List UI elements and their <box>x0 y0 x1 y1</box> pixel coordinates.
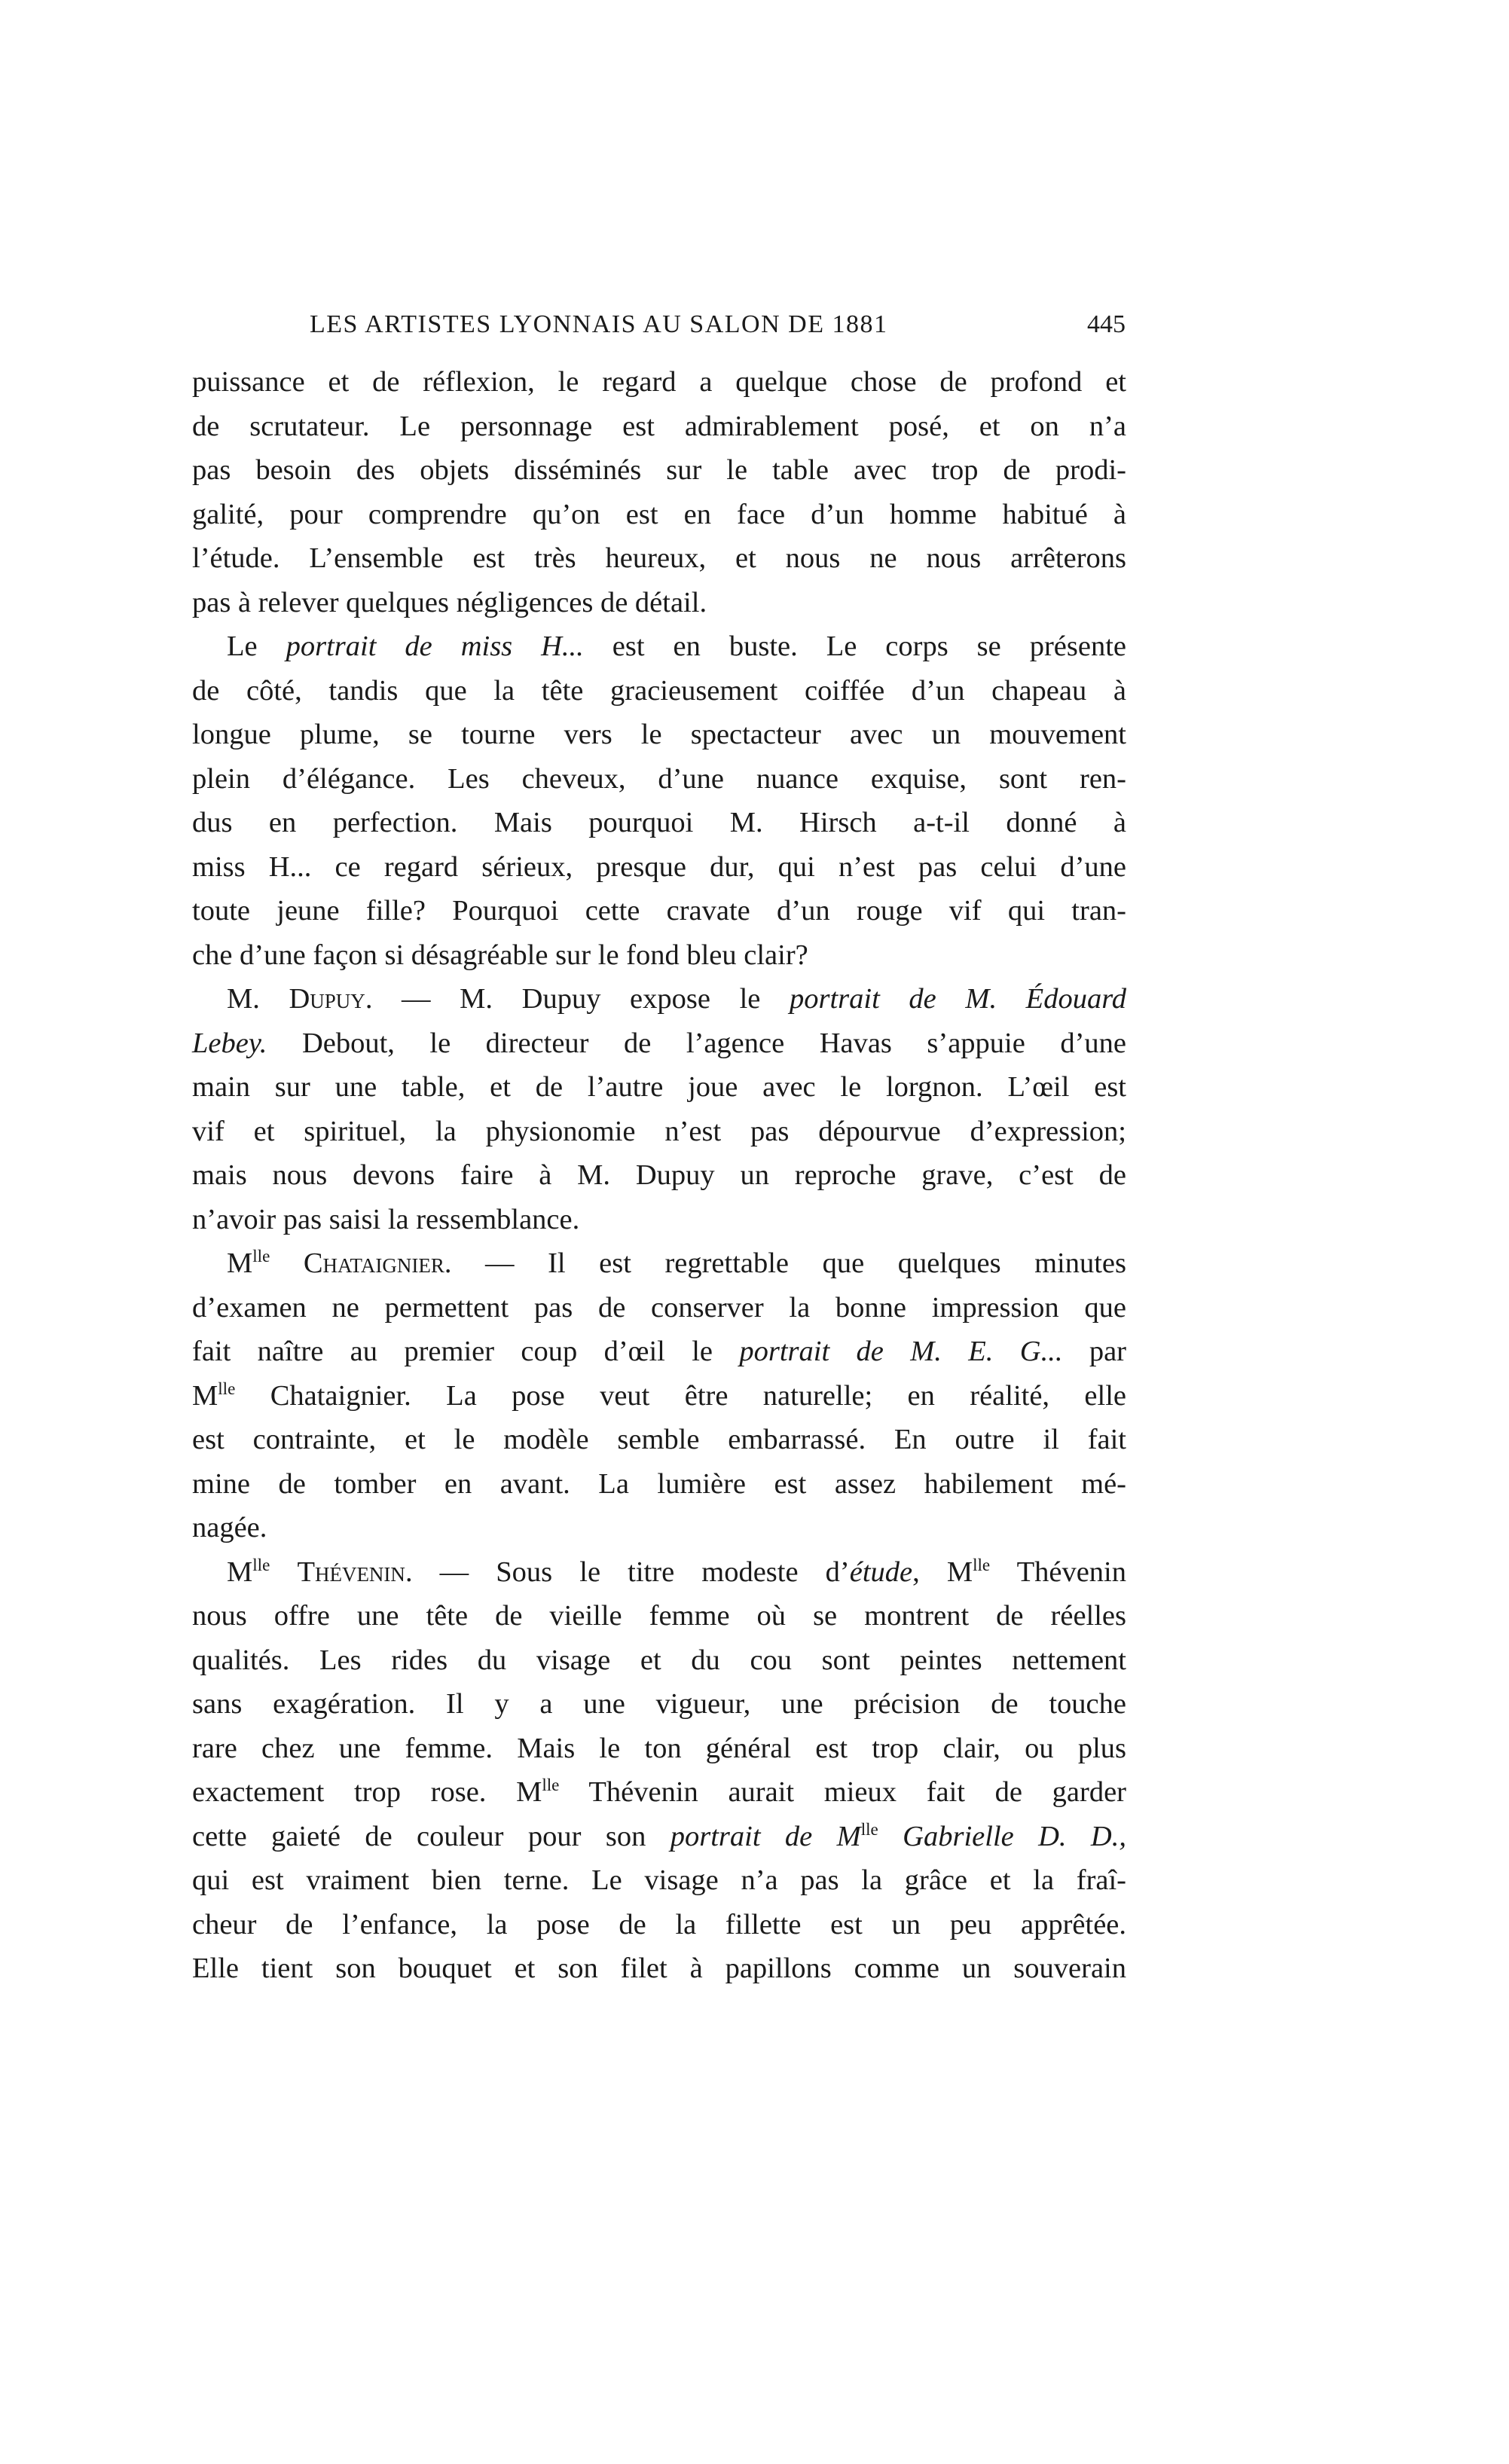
text-line <box>192 933 1126 978</box>
superscript: lle <box>542 1775 560 1795</box>
text-line <box>192 713 1126 757</box>
text-line <box>192 1198 1126 1242</box>
text-segment: d’examen ne permettent pas de conserver la bonne impression que <box>192 1291 1126 1324</box>
text-segment: est en buste. Le corps se présente <box>583 631 1126 662</box>
text-line <box>192 1286 1126 1330</box>
text-segment: M <box>227 1247 253 1279</box>
text-segment: . — M. Dupuy expose le <box>365 983 790 1015</box>
text-segment <box>270 1247 304 1279</box>
text-segment: de scrutateur. Le personnage est admirablement posé, et on n’a <box>192 410 1126 442</box>
text-line <box>192 1858 1126 1903</box>
text-segment <box>270 1556 297 1588</box>
text-segment: nagée. <box>192 1512 267 1543</box>
text-segment: vif et spirituel, la physionomie n’est pas dépourvue d’expression; <box>192 1115 1126 1147</box>
text-segment: plein d’élégance. Les cheveux, d’une nuance exquise, sont ren- <box>192 762 1126 795</box>
text-segment: , M <box>912 1556 973 1588</box>
text-segment: Le <box>227 631 286 662</box>
text-segment: longue plume, se tourne vers le spectacteur avec un mouvement <box>192 719 1126 750</box>
text-segment: Thévenin <box>990 1556 1126 1588</box>
text-segment: Debout, le directeur de l’agence Havas s’appuie d’une <box>267 1027 1126 1059</box>
text-line <box>192 1682 1126 1727</box>
text-line <box>192 360 1126 405</box>
text-line <box>192 1153 1126 1198</box>
text-line <box>192 669 1126 713</box>
text-segment: Chataignier. La pose veut être naturelle; en réalité, elle <box>235 1379 1126 1412</box>
text-segment: l’étude. L’ensemble est très heureux, et nous ne nous arrêterons <box>192 542 1126 574</box>
text-segment: miss H... ce regard sérieux, presque dur, qui n’est pas celui d’une <box>192 850 1126 883</box>
text-segment: toute jeune fille? Pourquoi cette cravate d’un rouge vif qui tran- <box>192 895 1126 927</box>
text-line <box>192 1110 1126 1154</box>
text-segment: de côté, tandis que la tête gracieusement coiffée d’un chapeau à <box>192 674 1126 707</box>
superscript: lle <box>252 1246 270 1266</box>
text-line <box>192 1418 1126 1462</box>
text-line <box>192 757 1126 801</box>
text-line <box>192 889 1126 933</box>
text-segment: M <box>192 1379 218 1412</box>
text-segment: fait naître au premier coup d’œil le <box>192 1336 740 1367</box>
text-segment: mais nous devons faire à M. Dupuy un reproche grave, c’est de <box>192 1159 1126 1191</box>
superscript: lle <box>973 1554 991 1574</box>
text-segment: main sur une table, et de l’autre joue avec le lorgnon. L’œil est <box>192 1071 1126 1103</box>
text-line <box>192 536 1126 581</box>
superscript: lle <box>252 1554 270 1574</box>
italic-text: portrait de M <box>670 1820 861 1852</box>
text-line <box>192 1550 1126 1595</box>
text-segment: sans exagération. Il y a une vigueur, une précision de touche <box>192 1688 1126 1720</box>
text-line <box>192 1638 1126 1683</box>
superscript: lle <box>218 1378 236 1398</box>
text-line <box>192 1374 1126 1418</box>
text-segment: mine de tomber en avant. La lumière est assez habilement mé- <box>192 1467 1126 1500</box>
text-segment: . — Sous le titre modeste d’ <box>405 1556 850 1588</box>
small-caps-name: Thévenin <box>297 1556 405 1588</box>
text-line <box>192 1903 1126 1947</box>
text-segment: Thévenin aurait mieux fait de garder <box>559 1776 1126 1808</box>
text-line <box>192 1946 1126 1991</box>
text-line <box>192 493 1126 537</box>
text-line <box>192 1594 1126 1638</box>
text-segment: rare chez une femme. Mais le ton général est trop clair, ou plus <box>192 1732 1126 1764</box>
italic-text: Gabrielle D. D., <box>878 1820 1126 1852</box>
text-line <box>192 1727 1126 1771</box>
text-segment: pas à relever quelques négligences de détail. <box>192 586 707 618</box>
text-segment: qualités. Les rides du visage et du cou sont peintes nettement <box>192 1644 1126 1676</box>
text-line <box>192 1462 1126 1507</box>
text-segment: qui est vraiment bien terne. Le visage n’a pas la grâce et la fraî- <box>192 1864 1126 1896</box>
text-line <box>192 1021 1126 1066</box>
italic-text: portrait de M. Édouard <box>790 983 1127 1015</box>
text-segment: par <box>1062 1336 1126 1367</box>
text-line <box>192 624 1126 669</box>
text-segment: est contrainte, et le modèle semble embarrassé. En outre il fait <box>192 1424 1126 1455</box>
running-title: LES ARTISTES LYONNAIS AU SALON DE 1881 <box>310 310 888 338</box>
superscript: lle <box>860 1818 878 1839</box>
text-line <box>192 1065 1126 1110</box>
text-line <box>192 977 1126 1021</box>
text-segment: M. <box>227 983 289 1015</box>
text-segment: dus en perfection. Mais pourquoi M. Hirsch a-t-il donné à <box>192 807 1126 838</box>
text-line <box>192 801 1126 845</box>
body-text <box>192 360 1126 1991</box>
text-segment: exactement trop rose. M <box>192 1776 542 1808</box>
text-segment: che d’une façon si désagréable sur le fond bleu clair? <box>192 939 808 971</box>
text-segment: puissance et de réflexion, le regard a quelque chose de profond et <box>192 366 1126 398</box>
text-line <box>192 1330 1126 1374</box>
text-segment: . — Il est regrettable que quelques minutes <box>444 1247 1126 1279</box>
italic-text: portrait de miss H... <box>286 631 584 662</box>
running-head <box>310 310 1126 348</box>
text-line <box>192 1815 1126 1859</box>
text-segment: cette gaieté de couleur pour son <box>192 1820 670 1852</box>
text-line <box>192 1506 1126 1550</box>
small-caps-name: Dupuy <box>289 983 365 1015</box>
text-segment: galité, pour comprendre qu’on est en face d’un homme habitué à <box>192 498 1126 530</box>
small-caps-name: Chataignier <box>303 1247 444 1279</box>
italic-text: Lebey. <box>192 1027 267 1059</box>
page-number: 445 <box>1087 310 1126 338</box>
text-segment: nous offre une tête de vieille femme où se montrent de réelles <box>192 1600 1126 1632</box>
text-segment: pas besoin des objets disséminés sur le table avec trop de prodi- <box>192 454 1126 486</box>
text-segment: M <box>227 1556 253 1588</box>
italic-text: étude <box>849 1556 913 1588</box>
text-segment: Elle tient son bouquet et son filet à papillons comme un souverain <box>192 1953 1126 1984</box>
text-line <box>192 448 1126 493</box>
text-line <box>192 1770 1126 1815</box>
italic-text: portrait de M. E. G... <box>739 1336 1063 1367</box>
text-line <box>192 405 1126 449</box>
text-segment: cheur de l’enfance, la pose de la fillette est un peu apprêtée. <box>192 1908 1126 1940</box>
text-line <box>192 845 1126 890</box>
text-segment: n’avoir pas saisi la ressemblance. <box>192 1203 580 1235</box>
text-line <box>192 1241 1126 1286</box>
text-line <box>192 581 1126 625</box>
